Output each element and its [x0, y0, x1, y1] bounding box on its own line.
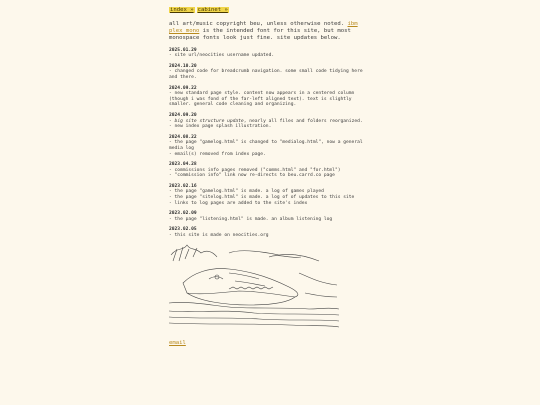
crocodile-illustration — [169, 243, 339, 329]
entry-line: - site url/neocities username updated. — [169, 53, 275, 59]
log-entry — [169, 184, 369, 206]
entry-line: - the page "sitelog.html" is made. a log of of updates to this site — [169, 195, 355, 201]
log-entry — [169, 64, 369, 81]
log-entry — [169, 113, 369, 130]
entry-date: 2024.09.22 — [169, 85, 197, 91]
entry-line: - the page "listening.html" is made. an album listening log — [169, 216, 333, 222]
log-entry — [169, 48, 369, 59]
breadcrumb-index-link[interactable]: index » — [170, 7, 194, 13]
entry-date: 2025.01.29 — [169, 47, 197, 53]
entry-line: - email(s) removed from index page. — [169, 151, 266, 157]
breadcrumb-cabinet-link[interactable]: cabinet » — [197, 7, 228, 13]
log-entry — [169, 162, 369, 179]
entry-italic-text: big site structure update — [174, 118, 244, 124]
entry-line: - big site structure update, nearly all files and folders reorganized. — [169, 118, 363, 124]
entry-date: 2024.10.20 — [169, 63, 197, 69]
entry-line: - the page "gamelog.html" is changed to "medialog.html", now a general media log — [169, 140, 363, 151]
breadcrumb — [169, 6, 369, 14]
entry-line: - this site is made on neocities.org — [169, 233, 269, 239]
log-entry — [169, 211, 369, 222]
font-link[interactable]: ibm plex mono — [169, 21, 358, 35]
entry-date: 2023.02.05 — [169, 227, 197, 233]
entry-line: - "commission info" link now re-directs to beu.carrd.co page — [169, 173, 335, 179]
entry-line-rest: , nearly all files and folders reorganized. — [243, 118, 363, 124]
intro-text — [169, 21, 369, 43]
entry-line: - changed code for breadcrumb navigation. some small code tidying here and there. — [169, 69, 363, 80]
intro-before: all art/music copyright beu, unless otherwise noted. — [169, 21, 348, 27]
entry-line: - new index page splash illustration. — [169, 124, 272, 130]
entry-date: 2024.08.22 — [169, 134, 197, 140]
entry-line: - new standard page style. content now appears in a centered column (though i was fond of the far-left aligned text). text is slightly smaller. general code cleaning and organizing. — [169, 91, 355, 108]
email-link[interactable]: email — [169, 339, 186, 346]
log-entry — [169, 135, 369, 157]
entry-line: - links to log pages are added to the site's index — [169, 200, 308, 206]
log-entry — [169, 227, 369, 238]
intro-after: is the intended font for this site, but most monospace fonts look just fine. site updates below. — [169, 28, 351, 42]
entry-date: 2023.02.09 — [169, 211, 197, 217]
entry-date: 2023.02.16 — [169, 183, 197, 189]
log-entry — [169, 86, 369, 108]
main-column — [169, 6, 369, 348]
update-log — [169, 48, 369, 239]
entry-date: 2024.09.20 — [169, 112, 197, 118]
entry-line: - commissions info pages removed ("comms.html" and "for.html") — [169, 167, 341, 173]
entry-date: 2023.04.28 — [169, 162, 197, 168]
entry-line: - the page "gamelog.html" is made. a log of games played — [169, 189, 324, 195]
